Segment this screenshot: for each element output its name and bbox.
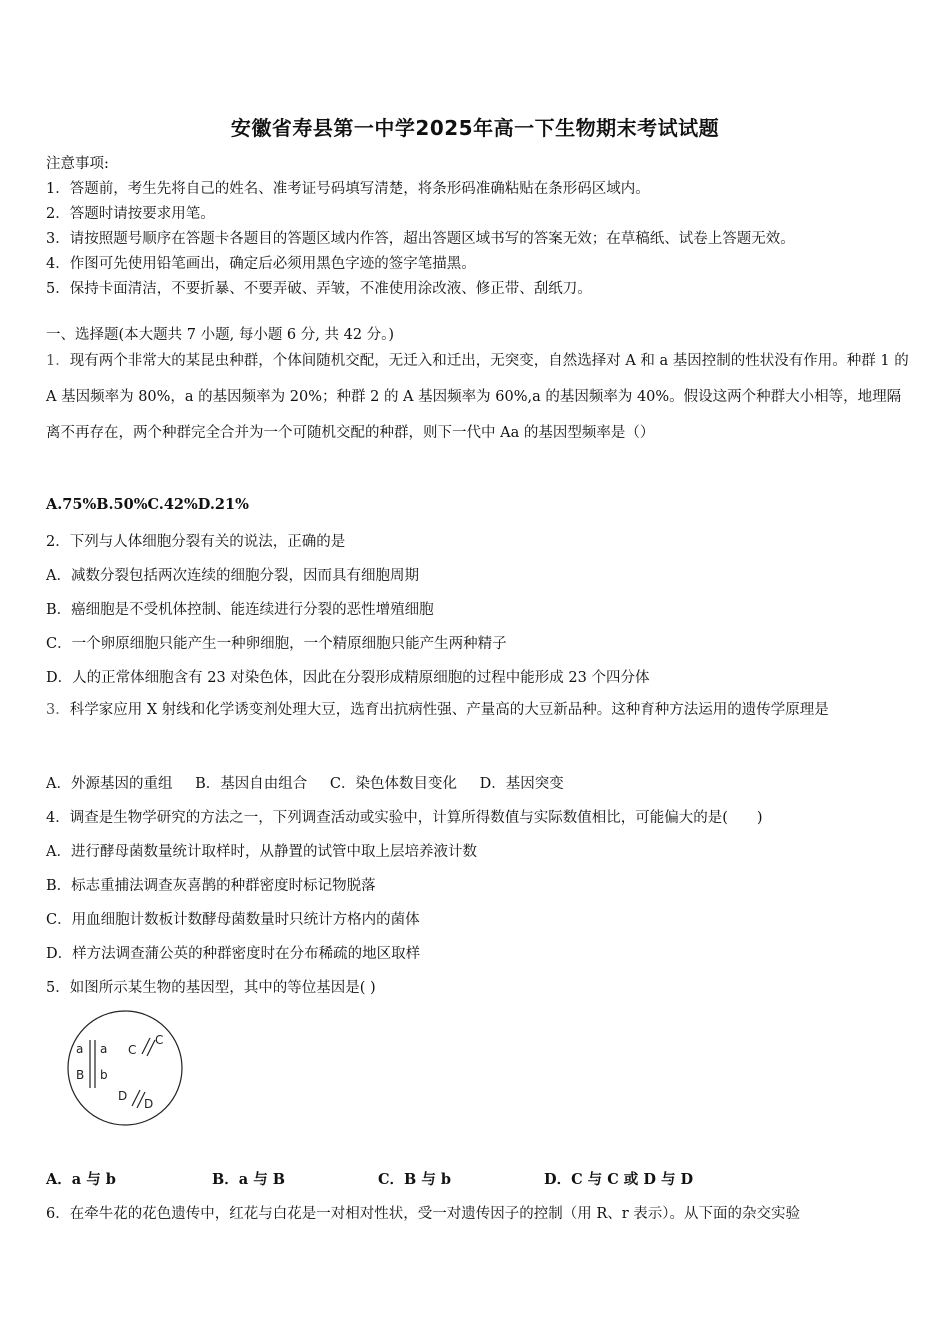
notes-block [46, 152, 926, 302]
cell-diagram [64, 1008, 188, 1132]
question-text: 调查是生物学研究的方法之一，下列调查活动或实验中，计算所得数值与实际数值相比，可能偏大的是( ) [69, 810, 763, 826]
cell-outline [68, 1011, 182, 1125]
question-number: 4． [46, 810, 70, 826]
question-number: 2． [46, 534, 70, 550]
option-a: A．a 与 b [46, 1171, 116, 1188]
section-heading: 一、选择题(本大题共 7 小题, 每小题 6 分, 共 42 分。) [46, 327, 395, 343]
question-3 [46, 692, 910, 728]
option-a: A．进行酵母菌数量统计取样时，从静置的试管中取上层培养液计数 [46, 844, 477, 860]
option-c: C．一个卵原细胞只能产生一种卵细胞，一个精原细胞只能产生两种精子 [46, 636, 507, 652]
gene-label: b [100, 1068, 108, 1082]
gene-label: D [118, 1089, 128, 1103]
genotype-figure [64, 1008, 188, 1132]
question-number: 5． [46, 980, 70, 996]
option-a: A．减数分裂包括两次连续的细胞分裂，因而具有细胞周期 [46, 568, 419, 584]
gene-label: C [128, 1043, 137, 1057]
option-d: D．基因突变 [479, 776, 564, 792]
notes-item: 2．答题时请按要求用笔。 [46, 206, 215, 222]
question-text: 科学家应用 X 射线和化学诱变剂处理大豆，选育出抗病性强、产量高的大豆新品种。这种育种方法运用的遗传学原理是 [69, 702, 829, 718]
notes-heading: 注意事项: [46, 156, 109, 172]
gene-label: C [155, 1033, 164, 1047]
question-text: 如图所示某生物的基因型，其中的等位基因是( ) [69, 980, 376, 996]
question-1 [46, 343, 910, 451]
question-text: 在牵牛花的花色遗传中，红花与白花是一对相对性状，受一对遗传因子的控制（用 R、r 表示）。从下面的杂交实验 [69, 1206, 801, 1222]
question-1-options: A.75%B.50%C.42%D.21% [46, 496, 249, 513]
gene-label: a [100, 1042, 108, 1056]
page-title: 安徽省寿县第一中学2025年高一下生物期末考试试题 [230, 116, 720, 140]
notes-item: 5．保持卡面清洁，不要折暴、不要弄破、弄皱，不准使用涂改液、修正带、刮纸刀。 [46, 281, 592, 297]
question-number: 1． [46, 353, 70, 369]
question-2 [46, 530, 345, 551]
option-a: A．外源基因的重组 [46, 776, 173, 792]
question-5-options [46, 1168, 693, 1189]
gene-label: a [76, 1042, 84, 1056]
question-text: 下列与人体细胞分裂有关的说法，正确的是 [69, 534, 346, 550]
option-d: D．C 与 C 或 D 与 D [544, 1171, 694, 1188]
option-b: B．基因自由组合 [195, 776, 308, 792]
option-c: C．染色体数目变化 [329, 776, 457, 792]
option-b: B．a 与 B [212, 1171, 286, 1188]
notes-item: 1．答题前，考生先将自己的姓名、准考证号码填写清楚，将条形码准确粘贴在条形码区域内。 [46, 181, 650, 197]
question-number: 3． [46, 702, 70, 718]
question-6 [46, 1202, 800, 1223]
option-d: D．人的正常体细胞含有 23 对染色体，因此在分裂形成精原细胞的过程中能形成 23 个四分体 [46, 670, 650, 686]
option-c: C．用血细胞计数板计数酵母菌数量时只统计方格内的菌体 [46, 912, 420, 928]
gene-label: D [144, 1097, 154, 1111]
option-b: B．癌细胞是不受机体控制、能连续进行分裂的恶性增殖细胞 [46, 602, 434, 618]
question-4 [46, 806, 763, 827]
question-number: 6． [46, 1206, 70, 1222]
gene-label: B [76, 1068, 85, 1082]
question-3-options [46, 772, 564, 793]
notes-item: 4．作图可先使用铅笔画出，确定后必须用黑色字迹的签字笔描黑。 [46, 256, 476, 272]
option-b: B．标志重捕法调查灰喜鹊的种群密度时标记物脱落 [46, 878, 376, 894]
question-text: 现有两个非常大的某昆虫种群，个体间随机交配，无迁入和迁出，无突变，自然选择对 A 和 a 基因控制的性状没有作用。种群 1 的 A 基因频率为 80%，a 的基因频率为 20%；种群 2 的 A 基因频率为 60%,a 的基因频率为 40%。假设这两个种群大小相等，地理隔离不再存在，两个种群完全合并为一个可随机交配的种群，则下一代中 Aa 的基因型频率是（） [46, 353, 909, 441]
notes-item: 3．请按照题号顺序在答题卡各题目的答题区域内作答，超出答题区域书写的答案无效；在草稿纸、试卷上答题无效。 [46, 231, 795, 247]
option-c: C．B 与 b [378, 1171, 452, 1188]
option-d: D．样方法调查蒲公英的种群密度时在分布稀疏的地区取样 [46, 946, 421, 962]
question-5 [46, 976, 376, 997]
